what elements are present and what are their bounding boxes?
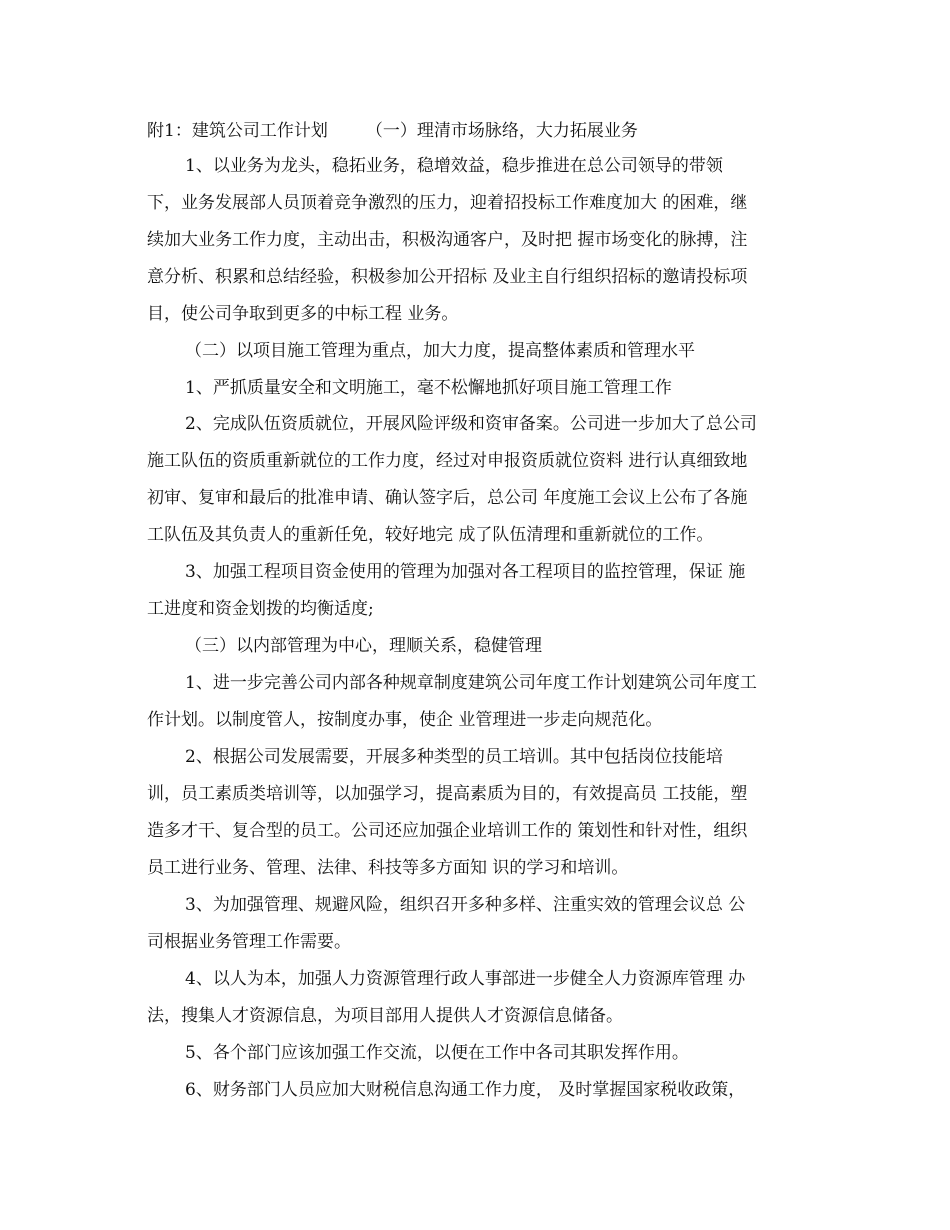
paragraph-line: 续加大业务工作力度，主动出击，积极沟通客户，及时把 握市场变化的脉搏，注 [147,230,748,250]
paragraph-line: 3、加强工程项目资金使用的管理为加强对各工程项目的监控管理，保证 施 [185,562,746,582]
paragraph-line: 训，员工素质类培训等，以加强学习，提高素质为目的，有效提高员 工技能，塑 [147,784,748,804]
paragraph-line: 下，业务发展部人员顶着竞争激烈的压力，迎着招投标工作难度加大 的困难，继 [147,193,748,213]
paragraph-line: 员工进行业务、管理、法律、科技等多方面知 识的学习和培训。 [147,858,629,878]
paragraph-line: 2、根据公司发展需要，开展多种类型的员工培训。其中包括岗位技能培 [185,747,723,767]
section-heading-1: （一）理清市场脉络，大力拓展业务 [365,121,638,141]
paragraph-line: 2、完成队伍资质就位，开展风险评级和资审备案。公司进一步加大了总公司 [185,414,757,434]
paragraph-line: 1、严抓质量安全和文明施工，毫不松懈地抓好项目施工管理工作 [185,378,672,398]
paragraph-line: 目，使公司争取到更多的中标工程 业务。 [147,304,459,324]
paragraph-line: 初审、复审和最后的批准申请、确认签字后，总公司 年度施工会议上公布了各施 [147,488,748,508]
paragraph-line: 工进度和资金划拨的均衡适度; [147,599,374,619]
paragraph-line: 造多才干、复合型的员工。公司还应加强企业培训工作的 策划性和针对性，组织 [147,821,748,841]
paragraph-line: 4、以人为本，加强人力资源管理行政人事部进一步健全人力资源库管理 办 [185,969,746,989]
paragraph-line: 意分析、积累和总结经验，积极参加公开招标 及业主自行组织招标的邀请投标项 [147,267,748,287]
paragraph-line: 1、进一步完善公司内部各种规章制度建筑公司年度工作计划建筑公司年度工 [185,673,757,693]
title-line [147,121,638,141]
section-heading-2: （二）以项目施工管理为重点，加大力度，提高整体素质和管理水平 [185,341,695,361]
paragraph-line: 法，搜集人才资源信息，为项目部用人提供人才资源信息储备。 [147,1006,623,1026]
paragraph-line: 司根据业务管理工作需要。 [147,932,351,952]
paragraph-line: 作计划。以制度管人，按制度办事，使企 业管理进一步走向规范化。 [147,710,663,730]
paragraph-line: 5、各个部门应该加强工作交流，以便在工作中各司其职发挥作用。 [185,1043,689,1063]
paragraph-line: 3、为加强管理、规避风险，组织召开多种多样、注重实效的管理会议总 公 [185,895,746,915]
document-title: 附1：建筑公司工作计划 [147,121,328,141]
paragraph-line: 1、以业务为龙头，稳拓业务，稳增效益，稳步推进在总公司领导的带领 [185,156,723,176]
paragraph-line: 工队伍及其负责人的重新任免，较好地完 成了队伍清理和重新就位的工作。 [147,525,714,545]
section-heading-3: （三）以内部管理为中心，理顺关系，稳健管理 [185,636,542,656]
paragraph-line: 6、财务部门人员应加大财税信息沟通工作力度， 及时掌握国家税收政策， [185,1080,746,1100]
paragraph-line: 施工队伍的资质重新就位的工作力度，经过对申报资质就位资料 进行认真细致地 [147,451,748,471]
